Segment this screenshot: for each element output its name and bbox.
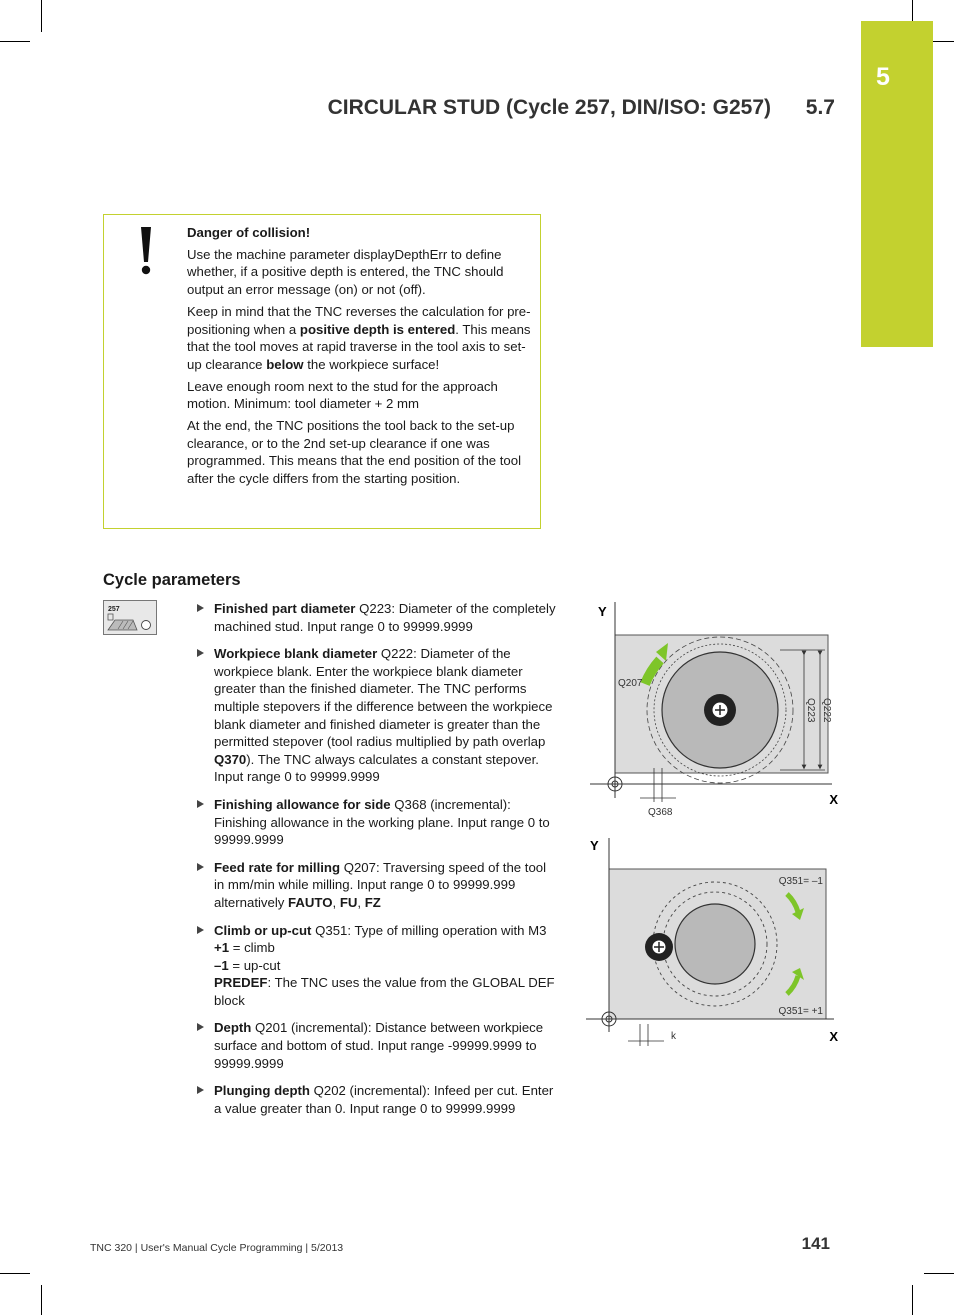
warning-text — [187, 224, 537, 492]
param-name: Finished part diameter — [214, 601, 356, 616]
section-heading: Cycle parameters — [103, 571, 241, 589]
param-name: Plunging depth — [214, 1083, 310, 1099]
q207-label: Q207 — [618, 678, 643, 689]
param-desc: Q207: Traversing speed of the tool in mm/min while milling. Input range 0 to 99999.999 alternatively — [214, 859, 547, 910]
separator: , — [332, 894, 340, 910]
q223-label: Q223 — [805, 698, 816, 723]
option-key: –1 — [214, 957, 229, 973]
cycle-257-softkey-icon — [103, 600, 157, 640]
list-item — [194, 859, 558, 912]
text-bold: positive depth is entered — [299, 321, 456, 337]
bullet-arrow-icon — [197, 863, 204, 871]
param-name: Feed rate for milling — [214, 859, 341, 875]
bullet-arrow-icon — [197, 1023, 204, 1031]
param-option: FU — [339, 894, 358, 910]
param-name: Depth — [214, 1020, 252, 1036]
param-ref: Q370 — [214, 751, 247, 767]
x-axis-label: X — [829, 792, 838, 807]
param-name: Finishing allowance for side — [214, 796, 391, 812]
bullet-arrow-icon — [197, 1086, 204, 1094]
param-option-line — [214, 974, 558, 1009]
y-axis-label: Y — [590, 838, 599, 853]
text-run: . This means that the tool moves at rapid traverse in the tool axis to set-up clearance — [187, 321, 531, 372]
q222-label: Q222 — [821, 698, 832, 723]
list-item — [194, 1019, 558, 1072]
param-desc: ). The TNC always calculates a constant stepover. Input range 0 to 99999.9999 — [214, 751, 539, 785]
text-run: the workpiece surface! — [303, 356, 440, 372]
q351-neg-label: Q351= –1 — [778, 876, 823, 887]
option-value: = climb — [229, 940, 275, 956]
crop-mark — [0, 1273, 30, 1274]
chapter-number: 5 — [876, 63, 890, 91]
figure-climb-upcut — [580, 834, 842, 1054]
param-desc: Q351: Type of milling operation with M3 — [311, 922, 547, 938]
param-desc: Q223: Diameter of the completely machined stud. Input range 0 to 99999.9999 — [214, 601, 556, 634]
option-value: = up-cut — [228, 957, 281, 973]
exclamation-icon — [132, 223, 160, 280]
warning-box — [103, 214, 541, 529]
crop-mark — [924, 1273, 954, 1274]
crop-mark — [912, 1285, 913, 1315]
param-desc: Q201 (incremental): Distance between workpiece surface and bottom of stud. Input range -99999.9999 to 99999.9999 — [214, 1020, 544, 1071]
running-header-title: CIRCULAR STUD (Cycle 257, DIN/ISO: G257) — [327, 96, 771, 119]
param-option: FAUTO — [288, 894, 333, 910]
list-item — [194, 600, 558, 635]
crop-mark — [41, 1285, 42, 1315]
option-key: PREDEF — [214, 975, 268, 991]
separator: , — [357, 894, 365, 910]
running-header-section: 5.7 — [805, 96, 835, 119]
list-item — [194, 796, 558, 849]
param-option-line — [214, 957, 558, 975]
page-number: 141 — [801, 1234, 830, 1253]
bullet-arrow-icon — [197, 800, 204, 808]
softkey-label: 257 — [108, 606, 120, 613]
text-run: Keep in mind that the TNC reverses the calculation for pre-positioning when a — [187, 303, 531, 337]
warning-paragraph: Use the machine parameter displayDepthErr to define whether, if a positive depth is entered, the TNC should output an error message (on) or not (off). — [187, 246, 504, 298]
parameter-list — [194, 600, 558, 1127]
param-desc: Q368 (incremental): Finishing allowance in the working plane. Input range 0 to 99999.9999 — [214, 796, 550, 848]
x-axis-label: X — [829, 1029, 838, 1044]
param-option: FZ — [364, 894, 381, 910]
crop-mark — [0, 41, 30, 42]
bullet-arrow-icon — [197, 649, 204, 657]
option-key: +1 — [214, 940, 230, 956]
list-item — [194, 645, 558, 786]
q351-pos-label: Q351= +1 — [778, 1006, 823, 1017]
warning-paragraph — [187, 303, 537, 374]
k-label: k — [671, 1031, 676, 1042]
warning-paragraph: Leave enough room next to the stud for the approach motion. Minimum: tool diameter + 2 mm — [187, 378, 498, 412]
bullet-arrow-icon — [197, 604, 204, 612]
chapter-tab — [861, 21, 933, 347]
list-item — [194, 922, 558, 1010]
param-name: Workpiece blank diameter — [214, 646, 378, 662]
list-item — [194, 1082, 558, 1117]
option-value: : The TNC uses the value from the GLOBAL DEF block — [214, 975, 555, 1008]
footer-text: TNC 320 | User's Manual Cycle Programming | 5/2013 — [90, 1242, 344, 1254]
warning-paragraph: At the end, the TNC positions the tool back to the set-up clearance, or to the 2nd set-up clearance if one was programmed. This means that the end position of the tool after the cycle differs from the starting position. — [187, 418, 522, 487]
figure-diameters — [580, 598, 840, 828]
param-name: Climb or up-cut — [214, 922, 312, 938]
y-axis-label: Y — [598, 604, 607, 619]
warning-title: Danger of collision! — [187, 225, 311, 240]
crop-mark — [41, 0, 42, 32]
text-bold: below — [266, 356, 304, 372]
param-desc: Q202 (incremental): Infeed per cut. Enter a value greater than 0. Input range 0 to 99999.9999 — [214, 1083, 554, 1116]
param-desc: Q222: Diameter of the workpiece blank. Enter the workpiece blank diameter greater than the finished diameter. The TNC performs multiple stepovers if the difference between the workpiece blank diameter and finished diameter is greater than the permitted stepover (tool radius multiplied by path overlap — [214, 646, 553, 750]
bullet-arrow-icon — [197, 926, 204, 934]
q368-label: Q368 — [648, 807, 673, 818]
param-option-line — [214, 939, 558, 957]
